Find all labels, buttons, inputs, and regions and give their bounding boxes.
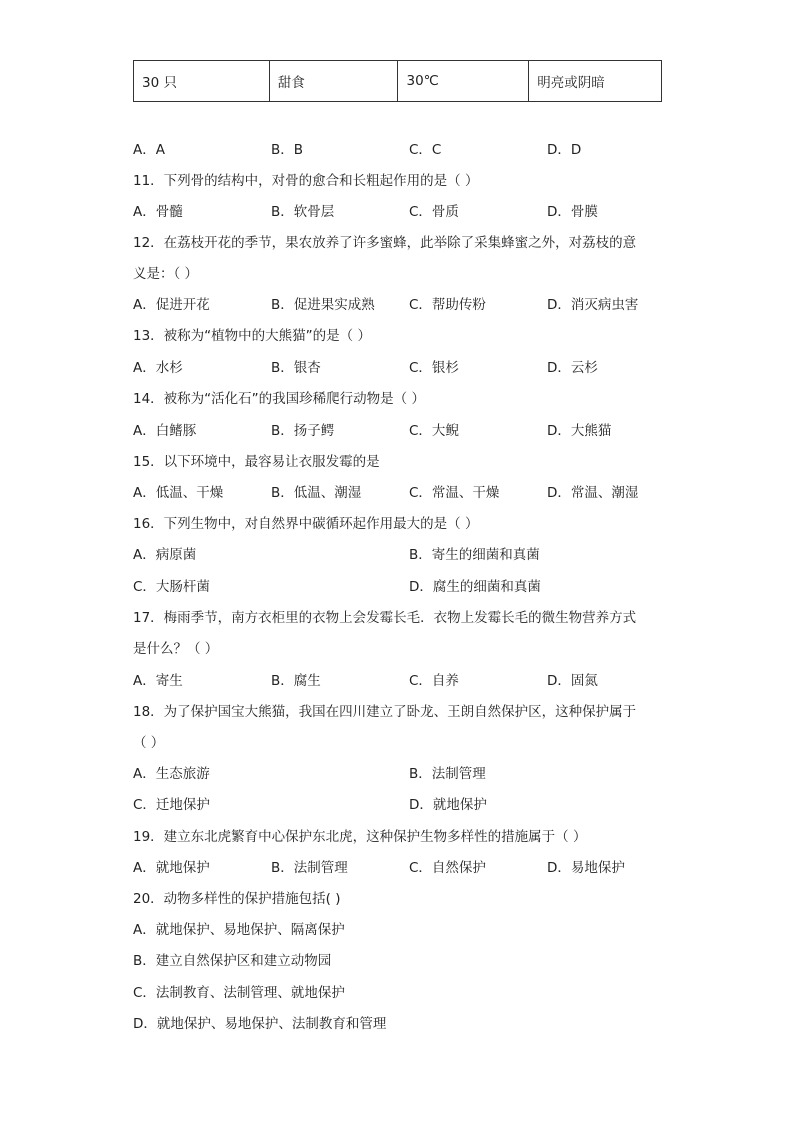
- q12-option-d: D．消灭病虫害: [547, 297, 639, 313]
- q14-option-b: B．扬子鳄: [271, 423, 335, 439]
- q13-stem: 13．被称为“植物中的大熊猫”的是（ ）: [133, 328, 371, 344]
- q17-option-a: A．寄生: [133, 673, 183, 689]
- q12-option-b: B．促进果实成熟: [271, 297, 375, 313]
- q11-option-b: B．软骨层: [271, 204, 335, 220]
- q19-stem: 19．建立东北虎繁育中心保护东北虎，这种保护生物多样性的措施属于（ ）: [133, 829, 587, 845]
- q12-option-a: A．促进开花: [133, 297, 210, 313]
- q18-stem-line2: （ ）: [133, 735, 165, 751]
- q18-option-a: A．生态旅游: [133, 766, 210, 782]
- table-cell: 30 只: [134, 61, 270, 102]
- q18-option-b: B．法制管理: [409, 766, 486, 782]
- q20-option-c: C．法制教育、法制管理、就地保护: [133, 985, 345, 1001]
- q14-option-c: C．大鲵: [409, 423, 459, 439]
- q17-option-c: C．自养: [409, 673, 459, 689]
- q13-option-d: D．云杉: [547, 360, 598, 376]
- q11-option-c: C．骨质: [409, 204, 459, 220]
- q14-option-d: D．大熊猫: [547, 423, 612, 439]
- q18-option-c: C．迁地保护: [133, 797, 210, 813]
- table-cell: 30℃: [398, 61, 529, 102]
- q13-option-a: A．水杉: [133, 360, 183, 376]
- experiment-table: [133, 60, 662, 102]
- q18-stem-line1: 18．为了保护国宝大熊猫，我国在四川建立了卧龙、王朗自然保护区，这种保护属于: [133, 704, 637, 720]
- q19-option-d: D．易地保护: [547, 860, 625, 876]
- q11-option-d: D．骨膜: [547, 204, 598, 220]
- q16-option-d: D．腐生的细菌和真菌: [409, 579, 541, 595]
- q11-stem: 11．下列骨的结构中，对骨的愈合和长粗起作用的是（ ）: [133, 173, 479, 189]
- q18-option-d: D．就地保护: [409, 797, 487, 813]
- q17-option-d: D．固氮: [547, 673, 598, 689]
- q12-option-c: C．帮助传粉: [409, 297, 486, 313]
- q20-option-d: D．就地保护、易地保护、法制教育和管理: [133, 1016, 387, 1032]
- q15-stem: 15．以下环境中，最容易让衣服发霉的是: [133, 454, 380, 470]
- q15-option-b: B．低温、潮湿: [271, 485, 362, 501]
- q16-stem: 16．下列生物中，对自然界中碳循环起作用最大的是（ ）: [133, 516, 479, 532]
- q13-option-b: B．银杏: [271, 360, 321, 376]
- q20-option-b: B．建立自然保护区和建立动物园: [133, 953, 332, 969]
- q20-stem: 20．动物多样性的保护措施包括( ): [133, 891, 341, 907]
- table-cell: 甜食: [269, 61, 398, 102]
- q12-stem-line2: 义是：（ ）: [133, 266, 199, 282]
- q16-option-c: C．大肠杆菌: [133, 579, 210, 595]
- q17-option-b: B．腐生: [271, 673, 321, 689]
- q20-option-a: A．就地保护、易地保护、隔离保护: [133, 922, 345, 938]
- q11-option-a: A．骨髓: [133, 204, 183, 220]
- q17-stem-line1: 17．梅雨季节，南方衣柜里的衣物上会发霉长毛．衣物上发霉长毛的微生物营养方式: [133, 610, 637, 626]
- q14-stem: 14．被称为“活化石”的我国珍稀爬行动物是（ ）: [133, 391, 425, 407]
- q15-option-a: A．低温、干燥: [133, 485, 224, 501]
- table-row: [134, 61, 662, 102]
- q13-option-c: C．银杉: [409, 360, 459, 376]
- q16-option-a: A．病原菌: [133, 547, 197, 563]
- q14-option-a: A．白鳍豚: [133, 423, 197, 439]
- q10-option-d: D．D: [547, 142, 582, 158]
- q15-option-d: D．常温、潮湿: [547, 485, 639, 501]
- table-cell: 明亮或阴暗: [529, 61, 662, 102]
- q19-option-b: B．法制管理: [271, 860, 348, 876]
- q16-option-b: B．寄生的细菌和真菌: [409, 547, 540, 563]
- q10-option-a: A．A: [133, 142, 165, 158]
- q12-stem-line1: 12．在荔枝开花的季节，果农放养了许多蜜蜂，此举除了采集蜂蜜之外，对荔枝的意: [133, 235, 637, 251]
- q19-option-a: A．就地保护: [133, 860, 210, 876]
- q15-option-c: C．常温、干燥: [409, 485, 500, 501]
- q10-option-b: B．B: [271, 142, 304, 158]
- q10-option-c: C．C: [409, 142, 442, 158]
- q17-stem-line2: 是什么？（ ）: [133, 641, 219, 657]
- q19-option-c: C．自然保护: [409, 860, 486, 876]
